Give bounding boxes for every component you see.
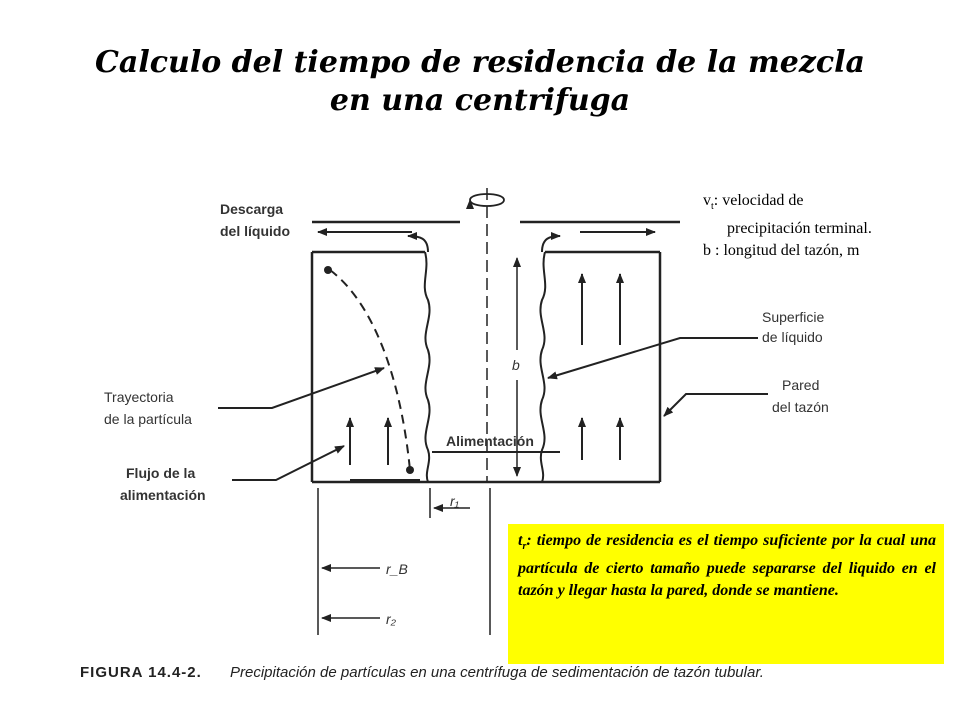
trayectoria-label-1: Trayectoria	[104, 389, 174, 405]
superficie-label-2: de líquido	[762, 329, 823, 345]
particle-start	[324, 266, 332, 274]
b-label: b	[512, 357, 520, 373]
pared-leader	[664, 394, 768, 416]
particle-trajectory	[330, 270, 410, 470]
title-line-2: en una centrifuga	[329, 83, 631, 118]
figure-caption	[80, 664, 920, 681]
liquid-surface-right	[540, 252, 545, 482]
flujo-label-2: alimentación	[120, 487, 206, 503]
superficie-leader	[548, 338, 758, 378]
figure-caption-text: Precipitación de partículas en una centrífuga de sedimentación de tazón tubular.	[229, 664, 764, 681]
liquid-surface-left	[425, 252, 430, 482]
r1-label: r₁	[450, 493, 460, 509]
trayectoria-leader	[218, 368, 384, 408]
title-line-1: Calculo del tiempo de residencia de la mezcla	[95, 45, 865, 80]
residence-time-definition	[508, 524, 944, 664]
figure-label: FIGURA 14.4-2.	[80, 664, 202, 681]
rB-label: r_B	[386, 561, 408, 577]
trayectoria-label-2: de la partícula	[104, 411, 192, 427]
descarga-label-1: Descarga	[220, 201, 284, 217]
vt-note-cont: precipitación terminal.	[727, 220, 872, 238]
superficie-label-1: Superficie	[762, 309, 825, 325]
alimentacion-label: Alimentación	[446, 433, 534, 449]
b-note: b : longitud del tazón, m	[703, 242, 860, 260]
particle-end	[406, 466, 414, 474]
r2-label: r₂	[386, 611, 397, 627]
vt-note: $v_t$: velocidad de	[703, 192, 804, 213]
feed-inlet	[350, 452, 560, 480]
definition-text: $t_r$: tiempo de residencia es el tiempo suficiente por la cual una partícula de cierto tamaño puede separarse del liquido en el tazón y llegar hasta la pared, donde se mantiene.	[518, 532, 936, 600]
flujo-leader	[232, 446, 344, 480]
descarga-label-2: del líquido	[220, 223, 290, 239]
flujo-label-1: Flujo de la	[126, 465, 196, 481]
pared-label-1: Pared	[782, 377, 820, 393]
pared-label-2: del tazón	[772, 399, 829, 415]
variable-notes	[703, 190, 953, 262]
